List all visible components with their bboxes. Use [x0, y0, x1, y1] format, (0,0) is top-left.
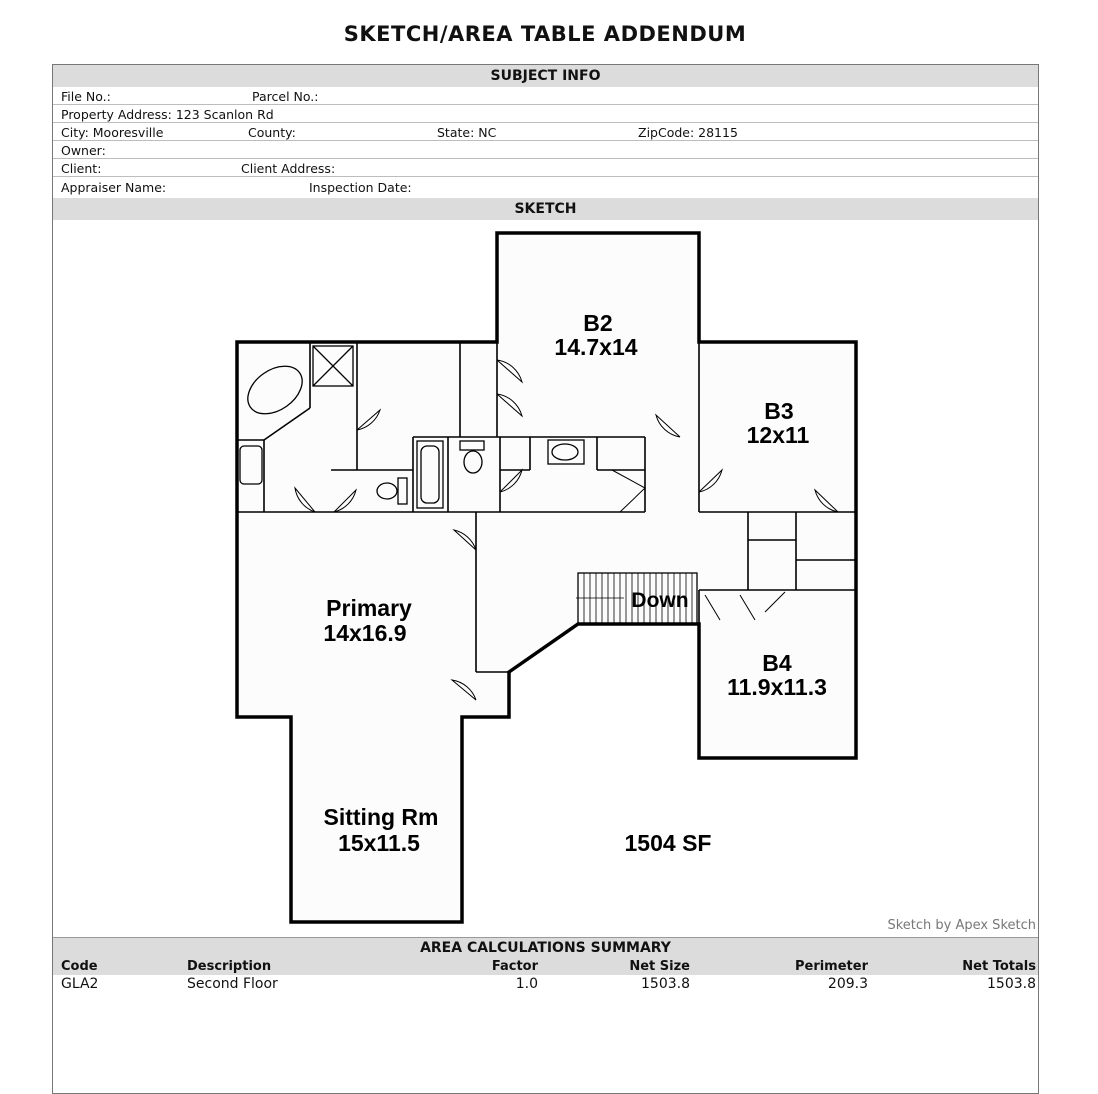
page-title: SKETCH/AREA TABLE ADDENDUM: [343, 22, 747, 46]
room-primary-size: 14x16.9: [323, 620, 407, 646]
area-summary-heading: AREA CALCULATIONS SUMMARY: [420, 940, 671, 956]
floor-plan-drawing: [53, 220, 1038, 936]
row-net-size: 1503.8: [641, 976, 690, 992]
info-row-file: [53, 87, 1038, 105]
col-code: Code: [61, 959, 98, 974]
room-b3-name: B3: [764, 398, 794, 424]
parcel-no-label: Parcel No.:: [252, 89, 319, 104]
info-row-location: [53, 123, 1038, 141]
room-b4-name: B4: [762, 650, 792, 676]
room-b2-name: B2: [583, 310, 613, 336]
sketch-heading: SKETCH: [53, 198, 1038, 220]
col-description: Description: [187, 959, 272, 974]
inspection-date: Inspection Date:: [309, 180, 412, 195]
subject-info-heading: SUBJECT INFO: [53, 65, 1038, 87]
property-address: Property Address: 123 Scanlon Rd: [61, 107, 274, 122]
floor-plan-sketch: [53, 220, 1038, 936]
room-b3-size: 12x11: [746, 422, 810, 448]
room-b4-size: 11.9x11.3: [727, 674, 827, 700]
zipcode: ZipCode: 28115: [638, 125, 738, 140]
row-factor: 1.0: [515, 976, 538, 992]
row-code: GLA2: [61, 976, 99, 992]
info-row-address: [53, 105, 1038, 123]
room-primary-name: Primary: [326, 595, 412, 621]
city: City: Mooresville: [61, 125, 164, 140]
row-net-totals: 1503.8: [987, 976, 1036, 992]
area-summary-header: [53, 937, 1038, 975]
client-address: Client Address:: [241, 161, 336, 176]
stairs-down-label: Down: [631, 589, 689, 612]
client: Client:: [61, 161, 102, 176]
total-area-label: 1504 SF: [624, 830, 712, 856]
info-row-client: [53, 159, 1038, 177]
room-sitting-size: 15x11.5: [338, 830, 420, 856]
room-sitting-name: Sitting Rm: [323, 804, 439, 830]
row-description: Second Floor: [187, 976, 278, 992]
sketch-credit: Sketch by Apex Sketch: [887, 918, 1036, 933]
info-row-appraiser: [53, 178, 1038, 196]
info-row-owner: [53, 141, 1038, 159]
owner: Owner:: [61, 143, 106, 158]
row-perimeter: 209.3: [827, 976, 868, 992]
county: County:: [248, 125, 296, 140]
col-perimeter: Perimeter: [794, 959, 868, 974]
appraiser-name: Appraiser Name:: [61, 180, 167, 195]
col-factor: Factor: [491, 959, 538, 974]
col-net-size: Net Size: [629, 959, 690, 974]
state: State: NC: [437, 125, 497, 140]
file-no-label: File No.:: [61, 89, 111, 104]
room-b2-size: 14.7x14: [554, 334, 638, 360]
col-net-totals: Net Totals: [962, 959, 1036, 974]
